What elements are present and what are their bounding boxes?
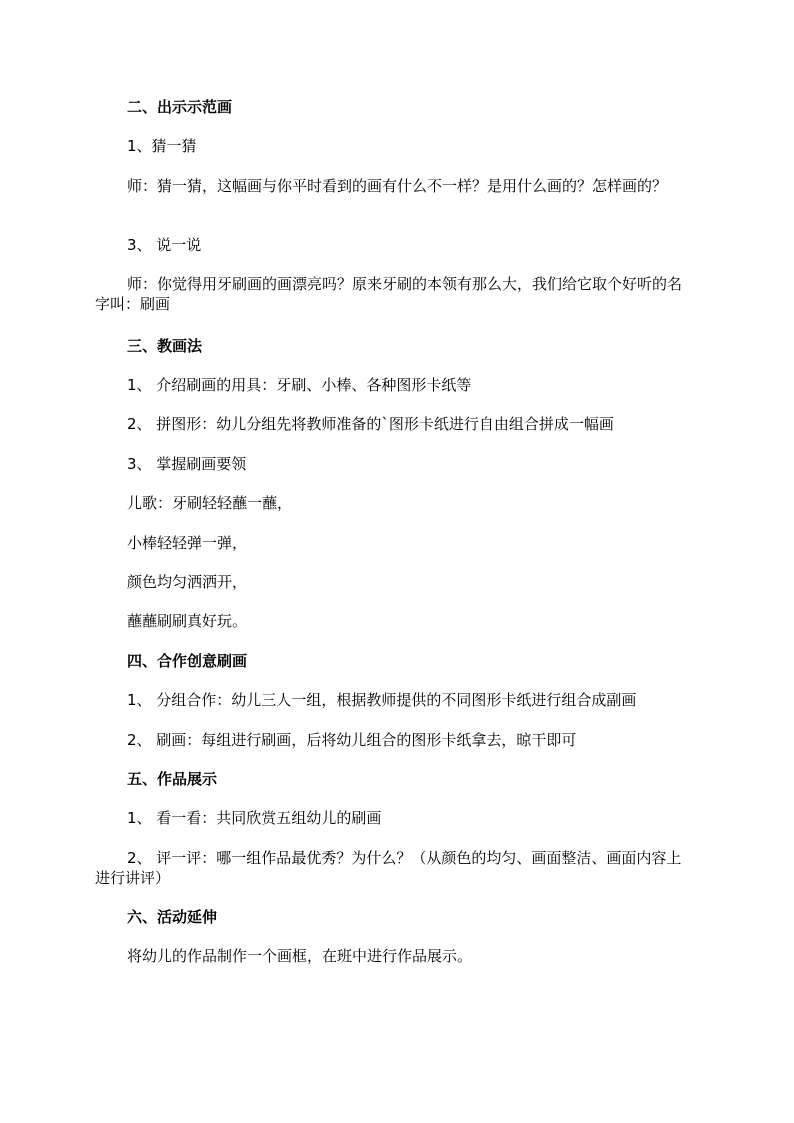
list-item: 1、 分组合作：幼儿三人一组，根据教师提供的不同图形卡纸进行组合成副画	[127, 691, 637, 709]
list-item: 1、猜一猜	[127, 137, 197, 155]
song-line: 蘸蘸刷刷真好玩。	[127, 612, 248, 630]
section-heading-6: 六、活动延伸	[127, 908, 218, 926]
song-line: 小棒轻轻弹一弹，	[127, 534, 248, 552]
list-item: 3、 说一说	[127, 236, 202, 254]
list-item: 1、 看一看：共同欣赏五组幼儿的刷画	[127, 809, 382, 827]
paragraph: 师：猜一猜，这幅画与你平时看到的画有什么不一样？是用什么画的？怎样画的？	[127, 177, 668, 195]
list-item: 2、 评一评：哪一组作品最优秀？为什么？（从颜色的均匀、画面整洁、画面内容上进行讲评）	[95, 849, 682, 887]
paragraph: 师：你觉得用牙刷画的画漂亮吗？原来牙刷的本领有那么大，我们给它取个好听的名字叫：刷画	[95, 275, 683, 313]
list-item: 2、 刷画：每组进行刷画，后将幼儿组合的图形卡纸拿去，晾干即可	[127, 731, 577, 749]
section-heading-4: 四、合作创意刷画	[127, 652, 248, 670]
paragraph: 将幼儿的作品制作一个画框，在班中进行作品展示。	[127, 947, 473, 965]
section-heading-3: 三、教画法	[127, 337, 203, 355]
section-heading-2: 二、出示示范画	[127, 98, 233, 116]
list-item: 3、 掌握刷画要领	[127, 455, 247, 473]
song-line: 儿歌：牙刷轻轻蘸一蘸，	[127, 494, 293, 512]
song-line: 颜色均匀洒洒开，	[127, 573, 248, 591]
section-heading-5: 五、作品展示	[127, 770, 218, 788]
list-item: 2、 拼图形：幼儿分组先将教师准备的`图形卡纸进行自由组合拼成一幅画	[127, 415, 614, 433]
list-item: 1、 介绍刷画的用具：牙刷、小棒、各种图形卡纸等	[127, 376, 472, 394]
